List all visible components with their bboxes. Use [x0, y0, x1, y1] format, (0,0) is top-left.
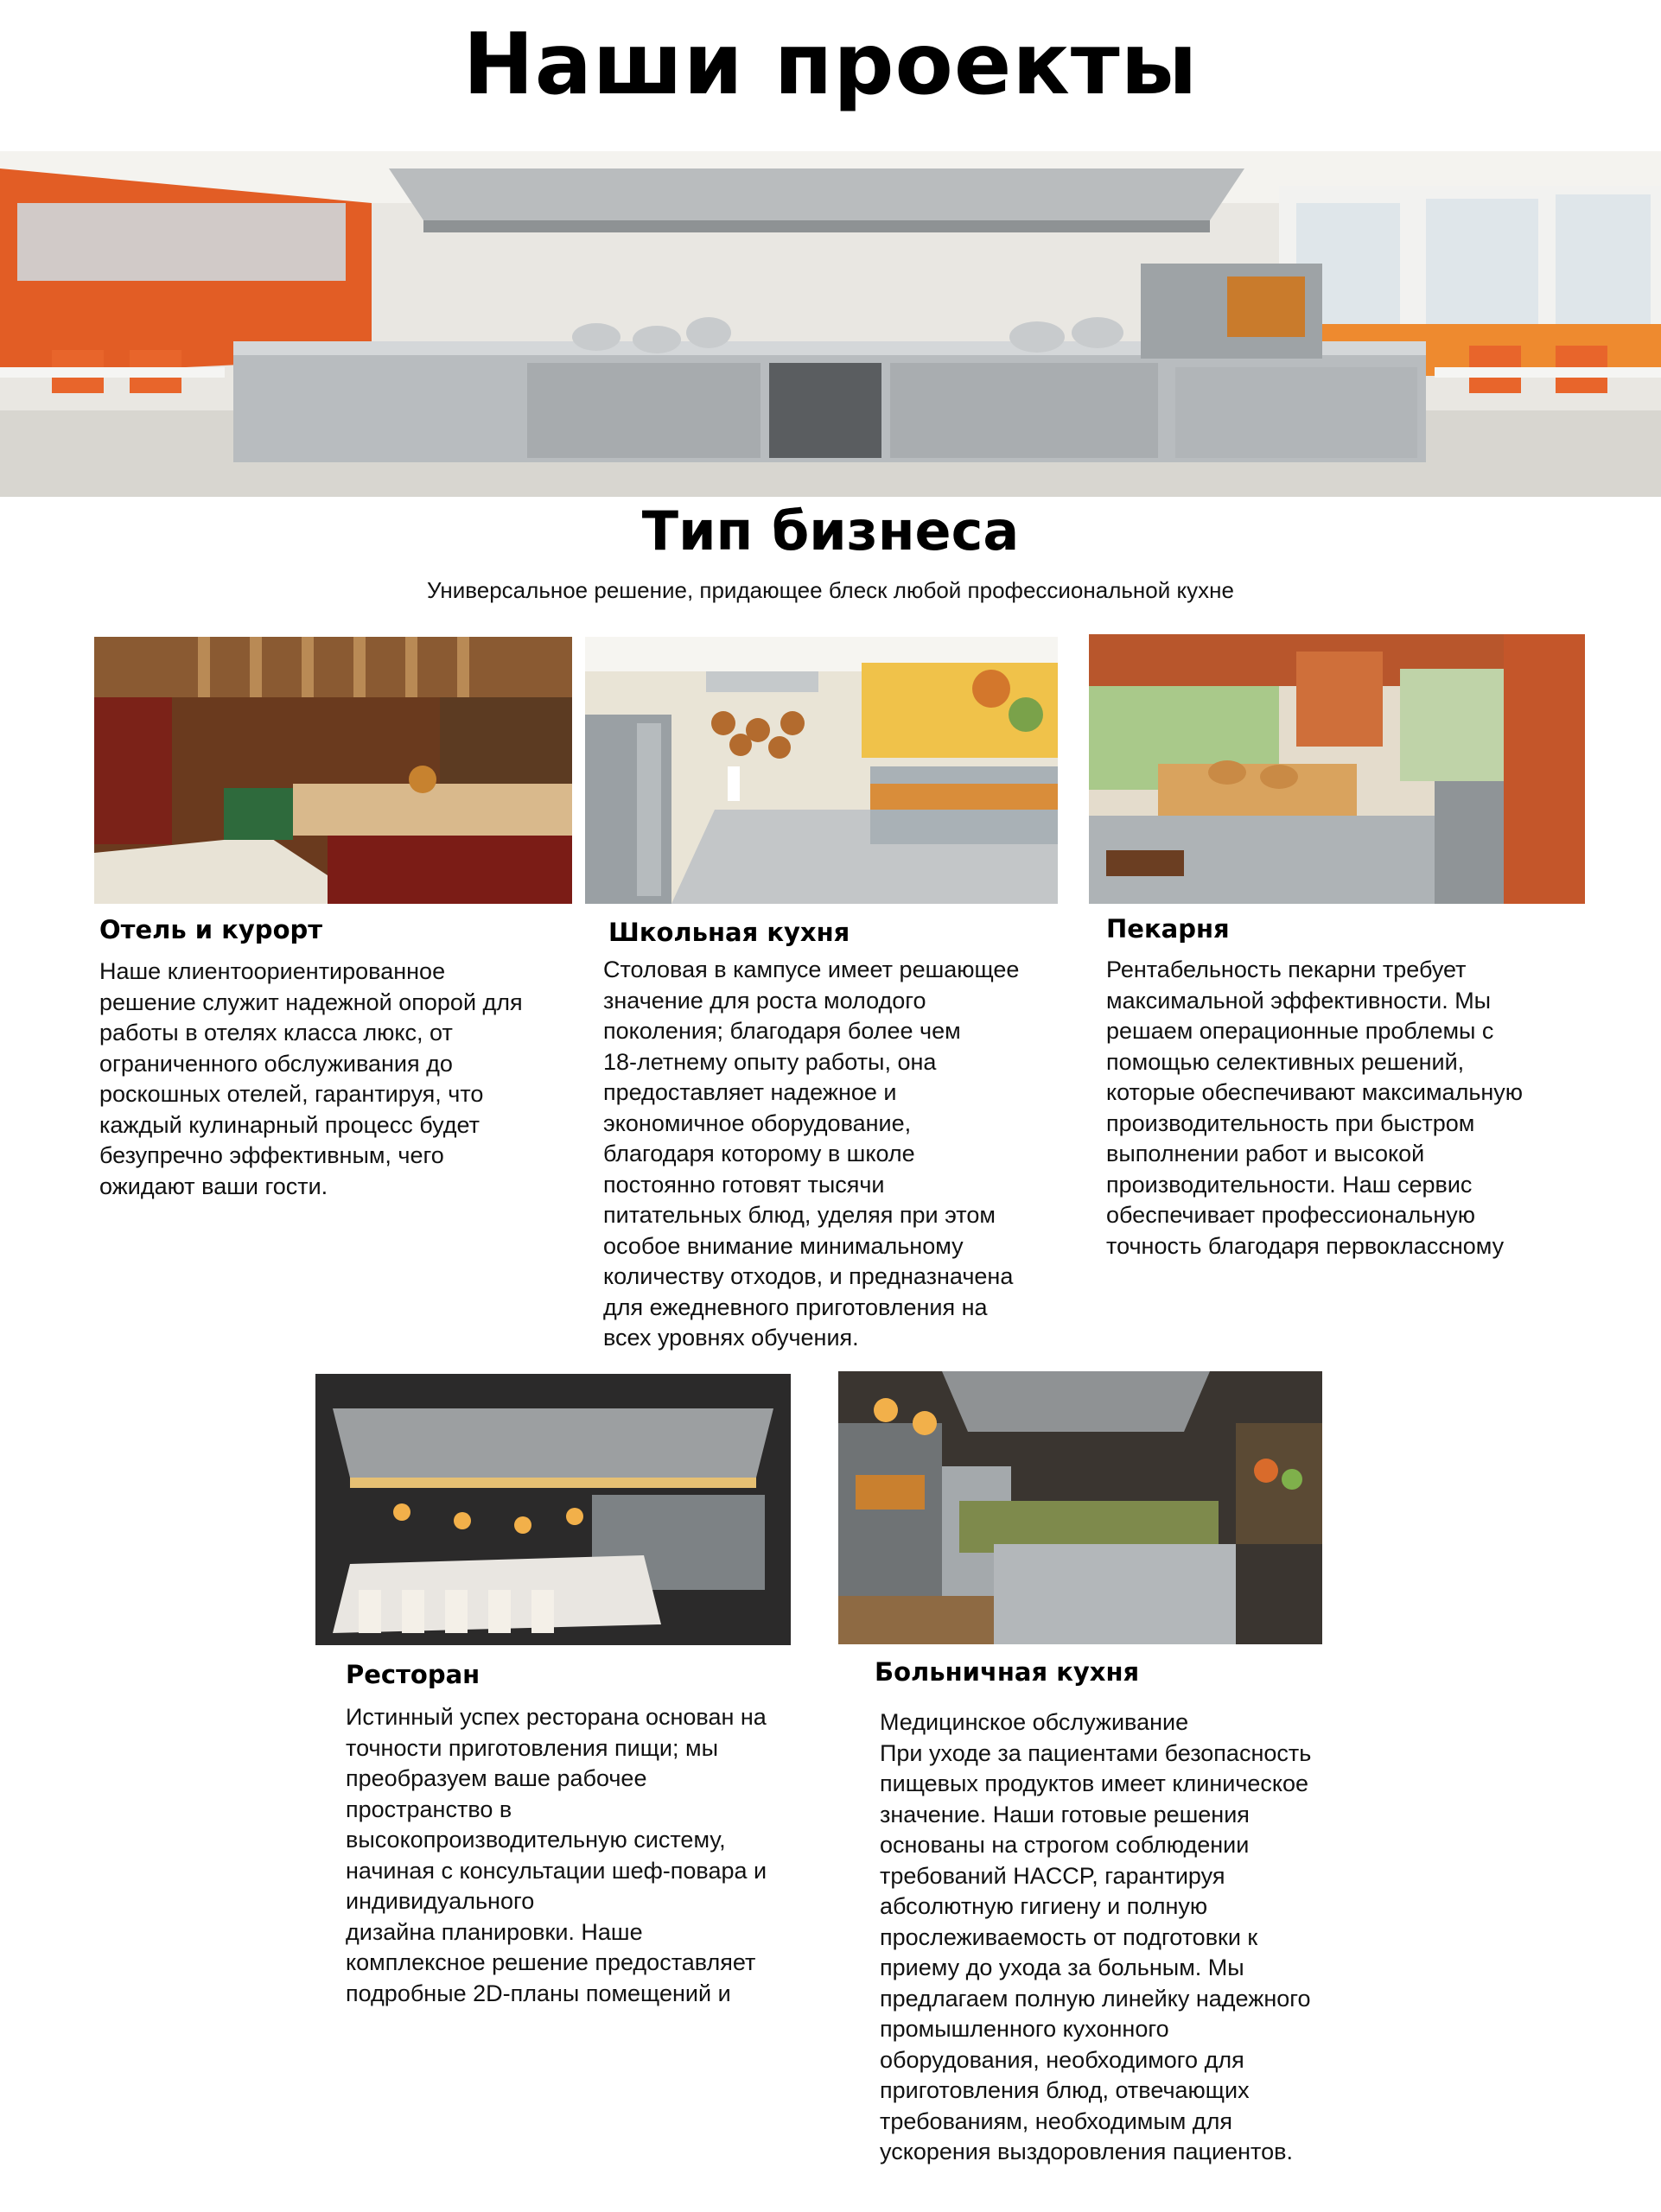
- card-title-school: Школьная кухня: [608, 918, 850, 947]
- card-text-bakery: Рентабельность пекарни требует максимальной эффективности. Мы решаем операционные проблемы с помощью селективных решений, которые обеспечивают максимальную производительность при быстром выполнении работ и высокой производительности. Наш сервис обеспечивает профессиональную точность благодаря первоклассному: [1106, 957, 1524, 1259]
- card-text-school: Столовая в кампусе имеет решающее значение для роста молодого поколения; благодаря более чем 18-летнему опыту работы, она предоставляет надежное и экономичное оборудование, благодаря которому в школе постоянно готовят тысячи питательных блюд, уделяя при этом особое внимание минимальному количеству отходов, и предназначена для ежедневного приготовления на всех уровнях обучения.: [603, 957, 1020, 1351]
- restaurant-kitchen-photo: [315, 1374, 791, 1645]
- hero-kitchen-photo: [0, 151, 1661, 497]
- card-text-hotel: Наше клиентоориентированное решение служит надежной опорой для работы в отелях класса люкс, от ограниченного обслуживания до роскошных отелей, гарантируя, что каждый кулинарный процесс будет безупречно эффективным, чего ожидают ваши гости.: [99, 958, 523, 1199]
- page-title: Наши проекты: [462, 16, 1199, 114]
- school-kitchen-photo: [585, 637, 1058, 904]
- card-title-hospital: Больничная кухня: [875, 1657, 1140, 1687]
- card-title-hotel: Отель и курорт: [99, 915, 323, 944]
- bakery-kitchen-photo: [1089, 634, 1585, 904]
- hotel-buffet-photo: [94, 637, 572, 904]
- section-title: Тип бизнеса: [641, 499, 1020, 563]
- card-text-hospital: Медицинское обслуживание При уходе за пациентами безопасность пищевых продуктов имеет клиническое значение. Наши готовые решения основаны на строгом соблюдении требований HACCP, гарантируя абсолютную гигиену и полную прослеживаемость от подготовки к приему до ухода за больным. Мы предлагаем полную линейку надежного промышленного кухонного оборудования, необходимого для приготовления блюд, отвечающих требованиям, необходимым для ускорения выздоровления пациентов.: [880, 1709, 1312, 2164]
- card-text-restaurant: Истинный успех ресторана основан на точности приготовления пищи; мы преобразуем ваше рабочее пространство в высокопроизводительную систему, начиная с консультации шеф-повара и индивидуального дизайна планировки. Наше комплексное решение предоставляет подробные 2D-планы помещений и: [346, 1704, 767, 2006]
- hospital-kitchen-photo: [838, 1371, 1322, 1644]
- card-title-restaurant: Ресторан: [346, 1660, 480, 1689]
- card-title-bakery: Пекарня: [1106, 914, 1230, 944]
- section-lead: Универсальное решение, придающее блеск любой профессиональной кухне: [427, 577, 1234, 603]
